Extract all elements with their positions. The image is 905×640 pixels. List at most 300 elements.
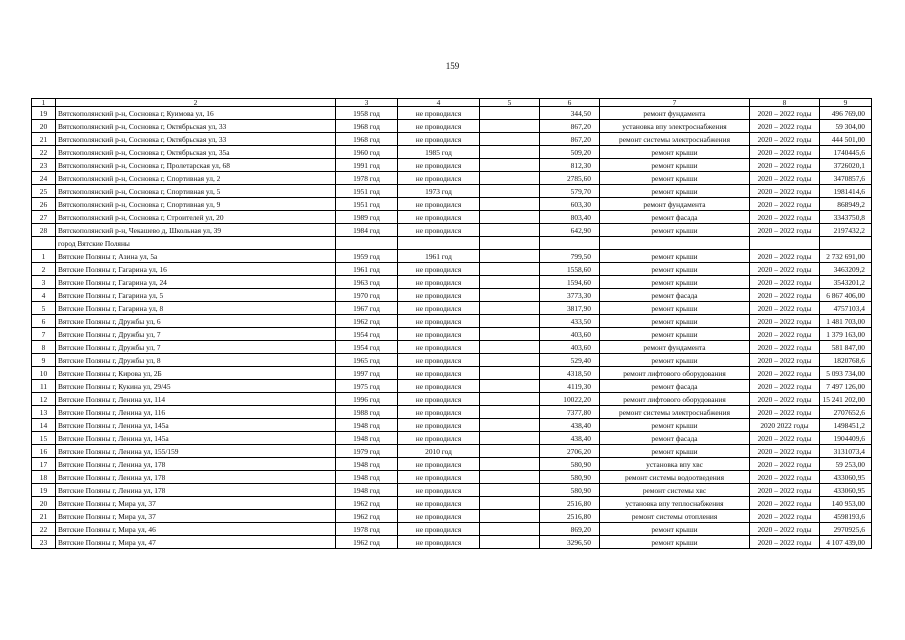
period-cell: 2020 – 2022 годы [750, 133, 820, 146]
empty-cell [480, 354, 540, 367]
address-cell: Вятские Поляны г, Кирова ул, 2Б [56, 367, 336, 380]
build-year-cell: 1996 год [336, 393, 398, 406]
period-cell: 2020 – 2022 годы [750, 367, 820, 380]
area-cell: 438,40 [540, 419, 600, 432]
build-year-cell: 1968 год [336, 133, 398, 146]
cost-cell: 433060,95 [820, 471, 872, 484]
period-cell: 2020 – 2022 годы [750, 432, 820, 445]
period-cell: 2020 – 2022 годы [750, 159, 820, 172]
row-number: 21 [32, 133, 56, 146]
address-cell: Вятские Поляны г, Мира ул, 37 [56, 497, 336, 510]
empty-cell [480, 250, 540, 263]
row-number: 11 [32, 380, 56, 393]
section-row [32, 237, 872, 250]
area-cell: 867,20 [540, 120, 600, 133]
period-cell: 2020 – 2022 годы [750, 523, 820, 536]
empty-cell [480, 263, 540, 276]
last-repair-cell: не проводился [398, 484, 480, 497]
row-number: 3 [32, 276, 56, 289]
last-repair-cell: не проводился [398, 367, 480, 380]
address-cell: Вятскополянский р-н, Сосновка г, Октябрьская ул, 35а [56, 146, 336, 159]
cost-cell: 1740445,6 [820, 146, 872, 159]
table-row [32, 432, 872, 445]
last-repair-cell: не проводился [398, 432, 480, 445]
last-repair-cell: не проводился [398, 133, 480, 146]
cost-cell: 5 093 734,00 [820, 367, 872, 380]
area-cell: 869,20 [540, 523, 600, 536]
header-cell: 8 [750, 99, 820, 107]
address-cell: Вятские Поляны г, Ленина ул, 178 [56, 471, 336, 484]
cost-cell: 3131073,4 [820, 445, 872, 458]
table-row [32, 536, 872, 549]
build-year-cell: 1960 год [336, 146, 398, 159]
build-year-cell: 1965 год [336, 354, 398, 367]
build-year-cell: 1962 год [336, 497, 398, 510]
table-row [32, 354, 872, 367]
area-cell: 2706,20 [540, 445, 600, 458]
cost-cell: 3470857,6 [820, 172, 872, 185]
header-cell: 9 [820, 99, 872, 107]
address-cell: Вятскополянский р-н, Сосновка г, Строителей ул, 20 [56, 211, 336, 224]
work-type-cell: установка впу электроснабжения [600, 120, 750, 133]
row-number: 15 [32, 432, 56, 445]
period-cell: 2020 – 2022 годы [750, 380, 820, 393]
empty-cell [480, 406, 540, 419]
row-number: 1 [32, 250, 56, 263]
area-cell: 603,30 [540, 198, 600, 211]
empty-cell [480, 380, 540, 393]
last-repair-cell: не проводился [398, 523, 480, 536]
area-cell: 7377,80 [540, 406, 600, 419]
header-cell: 6 [540, 99, 600, 107]
work-type-cell: ремонт фасада [600, 380, 750, 393]
last-repair-cell: не проводился [398, 471, 480, 484]
cost-cell: 1498451,2 [820, 419, 872, 432]
header-cell: 3 [336, 99, 398, 107]
table-row [32, 276, 872, 289]
address-cell: Вятские Поляны г, Гагарина ул, 16 [56, 263, 336, 276]
work-type-cell: ремонт крыши [600, 172, 750, 185]
address-cell: Вятские Поляны г, Гагарина ул, 5 [56, 289, 336, 302]
cost-cell: 2197432,2 [820, 224, 872, 237]
row-number: 7 [32, 328, 56, 341]
empty-cell [480, 419, 540, 432]
work-type-cell: ремонт фасада [600, 211, 750, 224]
table-row [32, 510, 872, 523]
period-cell: 2020 – 2022 годы [750, 471, 820, 484]
empty-cell [480, 120, 540, 133]
table-row [32, 341, 872, 354]
last-repair-cell: не проводился [398, 380, 480, 393]
cost-cell: 868949,2 [820, 198, 872, 211]
table-body-district [32, 107, 872, 237]
row-number: 4 [32, 289, 56, 302]
last-repair-cell: не проводился [398, 120, 480, 133]
area-cell: 2516,80 [540, 510, 600, 523]
build-year-cell: 1954 год [336, 341, 398, 354]
address-cell: Вятские Поляны г, Гагарина ул, 24 [56, 276, 336, 289]
period-cell: 2020 – 2022 годы [750, 484, 820, 497]
empty-cell [480, 497, 540, 510]
last-repair-cell: не проводился [398, 497, 480, 510]
table-row [32, 120, 872, 133]
header-cell: 2 [56, 99, 336, 107]
table-row [32, 367, 872, 380]
empty-cell [480, 445, 540, 458]
address-cell: Вятские Поляны г, Дружбы ул, 8 [56, 354, 336, 367]
empty-cell [480, 172, 540, 185]
row-number: 6 [32, 315, 56, 328]
cost-cell: 7 497 126,00 [820, 380, 872, 393]
row-number: 9 [32, 354, 56, 367]
last-repair-cell: не проводился [398, 263, 480, 276]
address-cell: Вятскополянский р-н, Сосновка г, Спортивная ул, 5 [56, 185, 336, 198]
work-type-cell: установка впу хвс [600, 458, 750, 471]
period-cell: 2020 – 2022 годы [750, 289, 820, 302]
build-year-cell: 1962 год [336, 510, 398, 523]
period-cell: 2020 – 2022 годы [750, 185, 820, 198]
row-number: 23 [32, 536, 56, 549]
empty-cell [480, 107, 540, 120]
period-cell: 2020 – 2022 годы [750, 445, 820, 458]
build-year-cell: 1954 год [336, 328, 398, 341]
period-cell: 2020 – 2022 годы [750, 146, 820, 159]
work-type-cell: ремонт крыши [600, 185, 750, 198]
address-cell: Вятские Поляны г, Азина ул, 5а [56, 250, 336, 263]
period-cell: 2020 – 2022 годы [750, 341, 820, 354]
row-number: 14 [32, 419, 56, 432]
work-type-cell: ремонт крыши [600, 523, 750, 536]
table-row [32, 445, 872, 458]
area-cell: 403,60 [540, 341, 600, 354]
empty-cell [480, 211, 540, 224]
header-cell: 5 [480, 99, 540, 107]
cost-cell: 2970925,6 [820, 523, 872, 536]
build-year-cell: 1968 год [336, 120, 398, 133]
cost-cell: 1 481 703,00 [820, 315, 872, 328]
address-cell: Вятские Поляны г, Мира ул, 47 [56, 536, 336, 549]
table-section [32, 237, 872, 250]
cost-cell: 1 379 163,00 [820, 328, 872, 341]
work-type-cell: ремонт фасада [600, 432, 750, 445]
last-repair-cell: не проводился [398, 276, 480, 289]
cost-cell: 433060,95 [820, 484, 872, 497]
build-year-cell: 1951 год [336, 185, 398, 198]
last-repair-cell: не проводился [398, 354, 480, 367]
area-cell: 509,20 [540, 146, 600, 159]
address-cell: Вятские Поляны г, Ленина ул, 178 [56, 458, 336, 471]
table-row [32, 484, 872, 497]
period-cell: 2020 – 2022 годы [750, 250, 820, 263]
work-type-cell: ремонт фасада [600, 289, 750, 302]
empty-cell [480, 458, 540, 471]
work-type-cell: ремонт крыши [600, 315, 750, 328]
empty-cell [480, 471, 540, 484]
area-cell: 867,20 [540, 133, 600, 146]
table-row [32, 328, 872, 341]
table-row [32, 146, 872, 159]
table-row [32, 159, 872, 172]
last-repair-cell: 1973 год [398, 185, 480, 198]
build-year-cell: 1948 год [336, 458, 398, 471]
period-cell: 2020 – 2022 годы [750, 276, 820, 289]
address-cell: Вятские Поляны г, Ленина ул, 114 [56, 393, 336, 406]
row-number: 12 [32, 393, 56, 406]
build-year-cell: 1979 год [336, 445, 398, 458]
build-year-cell: 1962 год [336, 536, 398, 549]
empty-cell [480, 146, 540, 159]
row-number: 28 [32, 224, 56, 237]
address-cell: Вятские Поляны г, Кукина ул, 29/45 [56, 380, 336, 393]
work-type-cell: установка впу теплоснабжения [600, 497, 750, 510]
row-number: 8 [32, 341, 56, 354]
work-type-cell: ремонт крыши [600, 302, 750, 315]
work-type-cell: ремонт фундамента [600, 198, 750, 211]
address-cell: Вятскополянский р-н, Сосновка г, Пролетарская ул, 68 [56, 159, 336, 172]
row-number: 26 [32, 198, 56, 211]
last-repair-cell: 1985 год [398, 146, 480, 159]
row-number: 10 [32, 367, 56, 380]
table-row [32, 380, 872, 393]
table-row [32, 497, 872, 510]
area-cell: 2785,60 [540, 172, 600, 185]
repair-schedule-table [31, 98, 872, 549]
period-cell: 2020 – 2022 годы [750, 107, 820, 120]
empty-cell [480, 484, 540, 497]
work-type-cell: ремонт крыши [600, 146, 750, 159]
table-row [32, 289, 872, 302]
row-number: 22 [32, 146, 56, 159]
address-cell: Вятскополянский р-н, Сосновка г, Октябрьская ул, 33 [56, 120, 336, 133]
build-year-cell: 1978 год [336, 523, 398, 536]
build-year-cell: 1959 год [336, 250, 398, 263]
last-repair-cell: не проводился [398, 419, 480, 432]
cost-cell: 496 769,00 [820, 107, 872, 120]
area-cell: 803,40 [540, 211, 600, 224]
row-number: 13 [32, 406, 56, 419]
table-row [32, 185, 872, 198]
period-cell: 2020 – 2022 годы [750, 172, 820, 185]
build-year-cell: 1948 год [336, 419, 398, 432]
last-repair-cell: не проводился [398, 198, 480, 211]
build-year-cell: 1962 год [336, 315, 398, 328]
last-repair-cell: не проводился [398, 224, 480, 237]
empty-cell [480, 536, 540, 549]
row-number: 24 [32, 172, 56, 185]
area-cell: 812,30 [540, 159, 600, 172]
period-cell: 2020 – 2022 годы [750, 406, 820, 419]
table-row [32, 471, 872, 484]
cost-cell: 1904409,6 [820, 432, 872, 445]
empty-cell [480, 432, 540, 445]
table-row [32, 250, 872, 263]
area-cell: 642,90 [540, 224, 600, 237]
cost-cell: 4 107 439,00 [820, 536, 872, 549]
address-cell: Вятские Поляны г, Дружбы ул, 7 [56, 328, 336, 341]
table-row [32, 198, 872, 211]
area-cell: 580,90 [540, 484, 600, 497]
area-cell: 4119,30 [540, 380, 600, 393]
work-type-cell: ремонт лифтового оборудования [600, 393, 750, 406]
address-cell: Вятские Поляны г, Ленина ул, 145а [56, 419, 336, 432]
area-cell: 580,90 [540, 471, 600, 484]
work-type-cell: ремонт лифтового оборудования [600, 367, 750, 380]
last-repair-cell: не проводился [398, 302, 480, 315]
area-cell: 2516,80 [540, 497, 600, 510]
row-number: 20 [32, 120, 56, 133]
header-cell: 7 [600, 99, 750, 107]
work-type-cell: ремонт крыши [600, 445, 750, 458]
period-cell: 2020 – 2022 годы [750, 198, 820, 211]
column-number-row [32, 99, 872, 107]
empty-cell [480, 523, 540, 536]
empty-cell [480, 289, 540, 302]
build-year-cell: 1997 год [336, 367, 398, 380]
period-cell: 2020 2022 годы [750, 419, 820, 432]
row-number: 27 [32, 211, 56, 224]
cost-cell: 581 847,00 [820, 341, 872, 354]
area-cell: 4318,50 [540, 367, 600, 380]
row-number: 19 [32, 484, 56, 497]
period-cell: 2020 – 2022 годы [750, 302, 820, 315]
row-number: 16 [32, 445, 56, 458]
work-type-cell: ремонт крыши [600, 250, 750, 263]
cost-cell: 140 953,00 [820, 497, 872, 510]
period-cell: 2020 – 2022 годы [750, 328, 820, 341]
cost-cell: 3463209,2 [820, 263, 872, 276]
cost-cell: 3726020,1 [820, 159, 872, 172]
area-cell: 1594,60 [540, 276, 600, 289]
row-number: 19 [32, 107, 56, 120]
table-body-city [32, 250, 872, 549]
cost-cell: 1981414,6 [820, 185, 872, 198]
area-cell: 433,50 [540, 315, 600, 328]
last-repair-cell: не проводился [398, 393, 480, 406]
row-number: 20 [32, 497, 56, 510]
period-cell: 2020 – 2022 годы [750, 263, 820, 276]
area-cell: 403,60 [540, 328, 600, 341]
table-row [32, 523, 872, 536]
work-type-cell: ремонт фундамента [600, 107, 750, 120]
empty-cell [480, 315, 540, 328]
section-title: город Вятские Поляны [56, 237, 336, 250]
period-cell: 2020 – 2022 годы [750, 497, 820, 510]
area-cell: 3817,90 [540, 302, 600, 315]
empty-cell [480, 341, 540, 354]
row-number: 21 [32, 510, 56, 523]
table-row [32, 302, 872, 315]
table-row [32, 419, 872, 432]
address-cell: Вятские Поляны г, Мира ул, 37 [56, 510, 336, 523]
work-type-cell: ремонт системы электроснабжения [600, 133, 750, 146]
table-row [32, 263, 872, 276]
table-row [32, 406, 872, 419]
period-cell: 2020 – 2022 годы [750, 224, 820, 237]
empty-cell [480, 159, 540, 172]
area-cell: 1558,60 [540, 263, 600, 276]
row-number: 22 [32, 523, 56, 536]
last-repair-cell: не проводился [398, 211, 480, 224]
build-year-cell: 1978 год [336, 172, 398, 185]
work-type-cell: ремонт системы электроснабжения [600, 406, 750, 419]
cost-cell: 4598193,6 [820, 510, 872, 523]
table-row [32, 315, 872, 328]
work-type-cell: ремонт крыши [600, 354, 750, 367]
address-cell: Вятскополянский р-н, Чекашево д, Школьная ул, 39 [56, 224, 336, 237]
table-row [32, 393, 872, 406]
build-year-cell: 1967 год [336, 302, 398, 315]
last-repair-cell: 2010 год [398, 445, 480, 458]
last-repair-cell: не проводился [398, 406, 480, 419]
cost-cell: 6 867 406,00 [820, 289, 872, 302]
row-number: 23 [32, 159, 56, 172]
period-cell: 2020 – 2022 годы [750, 510, 820, 523]
area-cell: 3773,30 [540, 289, 600, 302]
table-row [32, 224, 872, 237]
last-repair-cell: не проводился [398, 159, 480, 172]
cost-cell: 1820768,6 [820, 354, 872, 367]
build-year-cell: 1975 год [336, 380, 398, 393]
header-cell: 1 [32, 99, 56, 107]
empty-cell [480, 133, 540, 146]
last-repair-cell: не проводился [398, 328, 480, 341]
row-number: 5 [32, 302, 56, 315]
header-cell: 4 [398, 99, 480, 107]
cost-cell: 3343750,8 [820, 211, 872, 224]
work-type-cell: ремонт крыши [600, 536, 750, 549]
work-type-cell: ремонт фундамента [600, 341, 750, 354]
table-row [32, 107, 872, 120]
empty-cell [480, 224, 540, 237]
last-repair-cell: не проводился [398, 536, 480, 549]
cost-cell: 444 501,00 [820, 133, 872, 146]
address-cell: Вятскополянский р-н, Сосновка г, Спортивная ул, 9 [56, 198, 336, 211]
last-repair-cell: не проводился [398, 289, 480, 302]
address-cell: Вятские Поляны г, Мира ул, 46 [56, 523, 336, 536]
build-year-cell: 1970 год [336, 289, 398, 302]
table-row [32, 172, 872, 185]
last-repair-cell: не проводился [398, 458, 480, 471]
empty-cell [480, 393, 540, 406]
area-cell: 344,50 [540, 107, 600, 120]
build-year-cell: 1988 год [336, 406, 398, 419]
address-cell: Вятские Поляны г, Гагарина ул, 8 [56, 302, 336, 315]
empty-cell [480, 367, 540, 380]
row-number: 17 [32, 458, 56, 471]
empty-cell [480, 510, 540, 523]
address-cell: Вятскополянский р-н, Сосновка г, Октябрьская ул, 33 [56, 133, 336, 146]
build-year-cell: 1963 год [336, 276, 398, 289]
address-cell: Вятские Поляны г, Ленина ул, 155/159 [56, 445, 336, 458]
empty-cell [480, 276, 540, 289]
address-cell: Вятские Поляны г, Ленина ул, 145а [56, 432, 336, 445]
empty-cell [480, 185, 540, 198]
empty-cell [480, 302, 540, 315]
cost-cell: 59 304,00 [820, 120, 872, 133]
table-row [32, 133, 872, 146]
last-repair-cell: не проводился [398, 172, 480, 185]
work-type-cell: ремонт крыши [600, 263, 750, 276]
address-cell: Вятские Поляны г, Ленина ул, 116 [56, 406, 336, 419]
address-cell: Вятские Поляны г, Дружбы ул, 7 [56, 341, 336, 354]
table-row [32, 211, 872, 224]
address-cell: Вятскополянский р-н, Сосновка г, Спортивная ул, 2 [56, 172, 336, 185]
last-repair-cell: не проводился [398, 315, 480, 328]
table-row [32, 458, 872, 471]
address-cell: Вятские Поляны г, Ленина ул, 178 [56, 484, 336, 497]
period-cell: 2020 – 2022 годы [750, 315, 820, 328]
work-type-cell: ремонт крыши [600, 159, 750, 172]
